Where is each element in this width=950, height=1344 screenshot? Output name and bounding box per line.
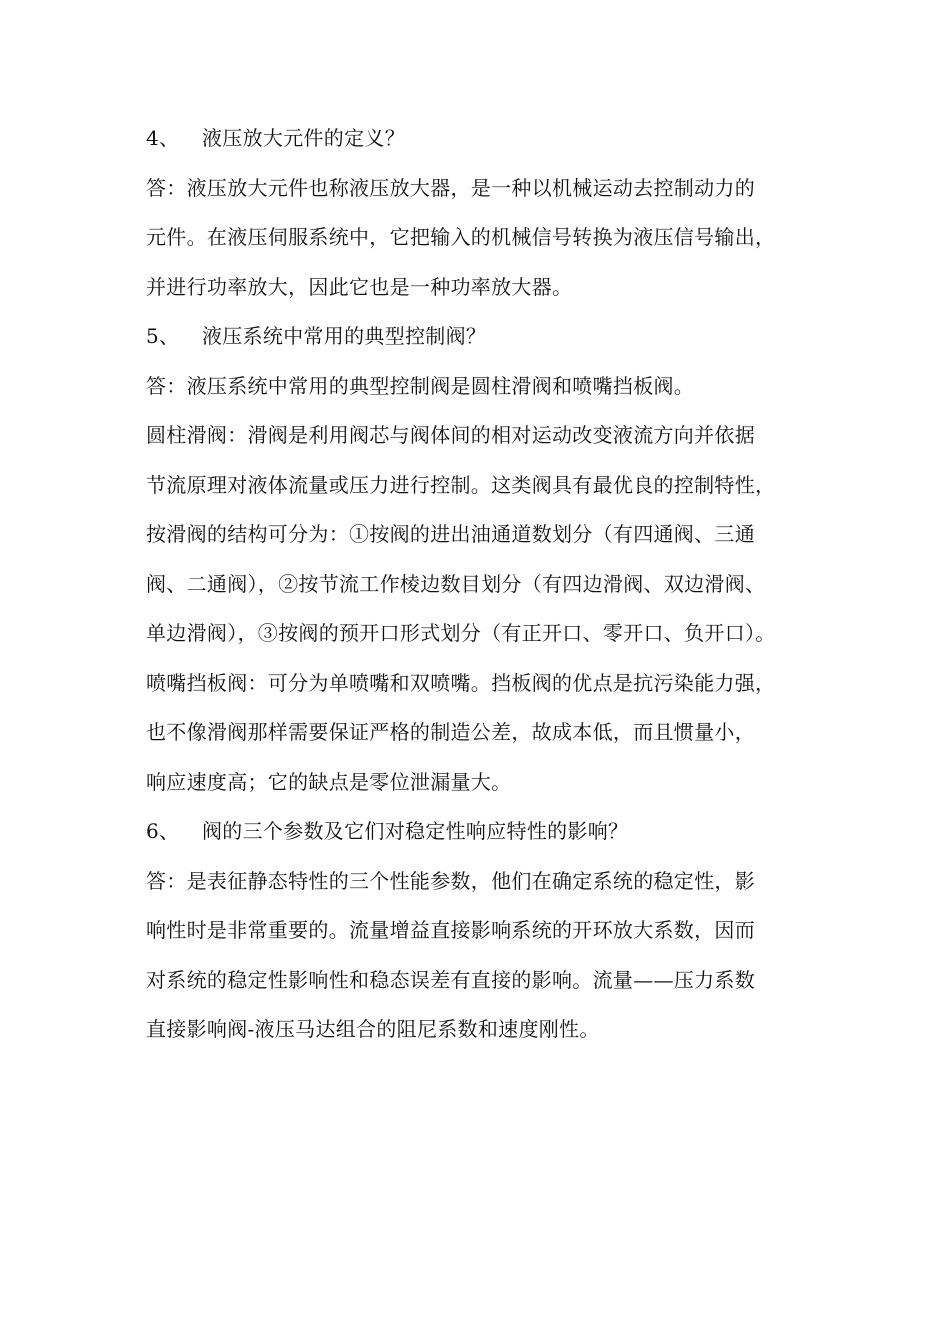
question-heading-4: [146, 114, 850, 164]
paragraph-line: 直接影响阀-液压马达组合的阻尼系数和速度刚性。: [146, 1017, 600, 1041]
paragraph-line: 响性时是非常重要的。流量增益直接影响系统的开环放大系数，因而: [146, 918, 755, 942]
question-number: 5、: [146, 324, 180, 348]
paragraph-line: 也不像滑阀那样需要保证严格的制造公差，故成本低，而且惯量小，: [146, 720, 755, 744]
question-text: 液压系统中常用的典型控制阀？: [202, 324, 487, 348]
paragraph-line: 单边滑阀），③按阀的预开口形式划分（有正开口、零开口、负开口）。: [146, 621, 776, 645]
paragraph-line: 节流原理对液体流量或压力进行控制。这类阀具有最优良的控制特性，: [146, 472, 776, 497]
paragraph-line: 答：是表征静态特性的三个性能参数，他们在确定系统的稳定性，影: [146, 868, 755, 893]
question-number: 4、: [146, 126, 180, 150]
paragraph-line: 答：液压系统中常用的典型控制阀是圆柱滑阀和喷嘴挡板阀。: [146, 373, 695, 398]
question-heading-6: [146, 807, 850, 857]
paragraph-line: 喷嘴挡板阀：可分为单喷嘴和双喷嘴。挡板阀的优点是抗污染能力强，: [146, 670, 776, 695]
paragraph-line: 响应速度高；它的缺点是零位泄漏量大。: [146, 769, 512, 794]
question-number: 6、: [146, 819, 180, 843]
paragraph-line: 答：液压放大元件也称液压放大器，是一种以机械运动去控制动力的: [146, 175, 755, 200]
question-text: 阀的三个参数及它们对稳定性响应特性的影响？: [202, 819, 629, 843]
paragraph-line: 并进行功率放大，因此它也是一种功率放大器。: [146, 274, 573, 299]
paragraph-line: 元件。在液压伺服系统中，它把输入的机械信号转换为液压信号输出，: [146, 225, 776, 249]
question-text: 液压放大元件的定义？: [202, 126, 405, 150]
question-heading-5: [146, 312, 850, 362]
paragraph-line: 圆柱滑阀：滑阀是利用阀芯与阀体间的相对运动改变液流方向并依据: [146, 423, 755, 447]
paragraph-line: 对系统的稳定性影响性和稳态误差有直接的影响。流量——压力系数: [146, 967, 755, 992]
paragraph-line: 按滑阀的结构可分为：①按阀的进出油通道数划分（有四通阀、三通: [146, 522, 755, 546]
paragraph-line: 阀、二通阀），②按节流工作棱边数目划分（有四边滑阀、双边滑阀、: [146, 571, 766, 596]
